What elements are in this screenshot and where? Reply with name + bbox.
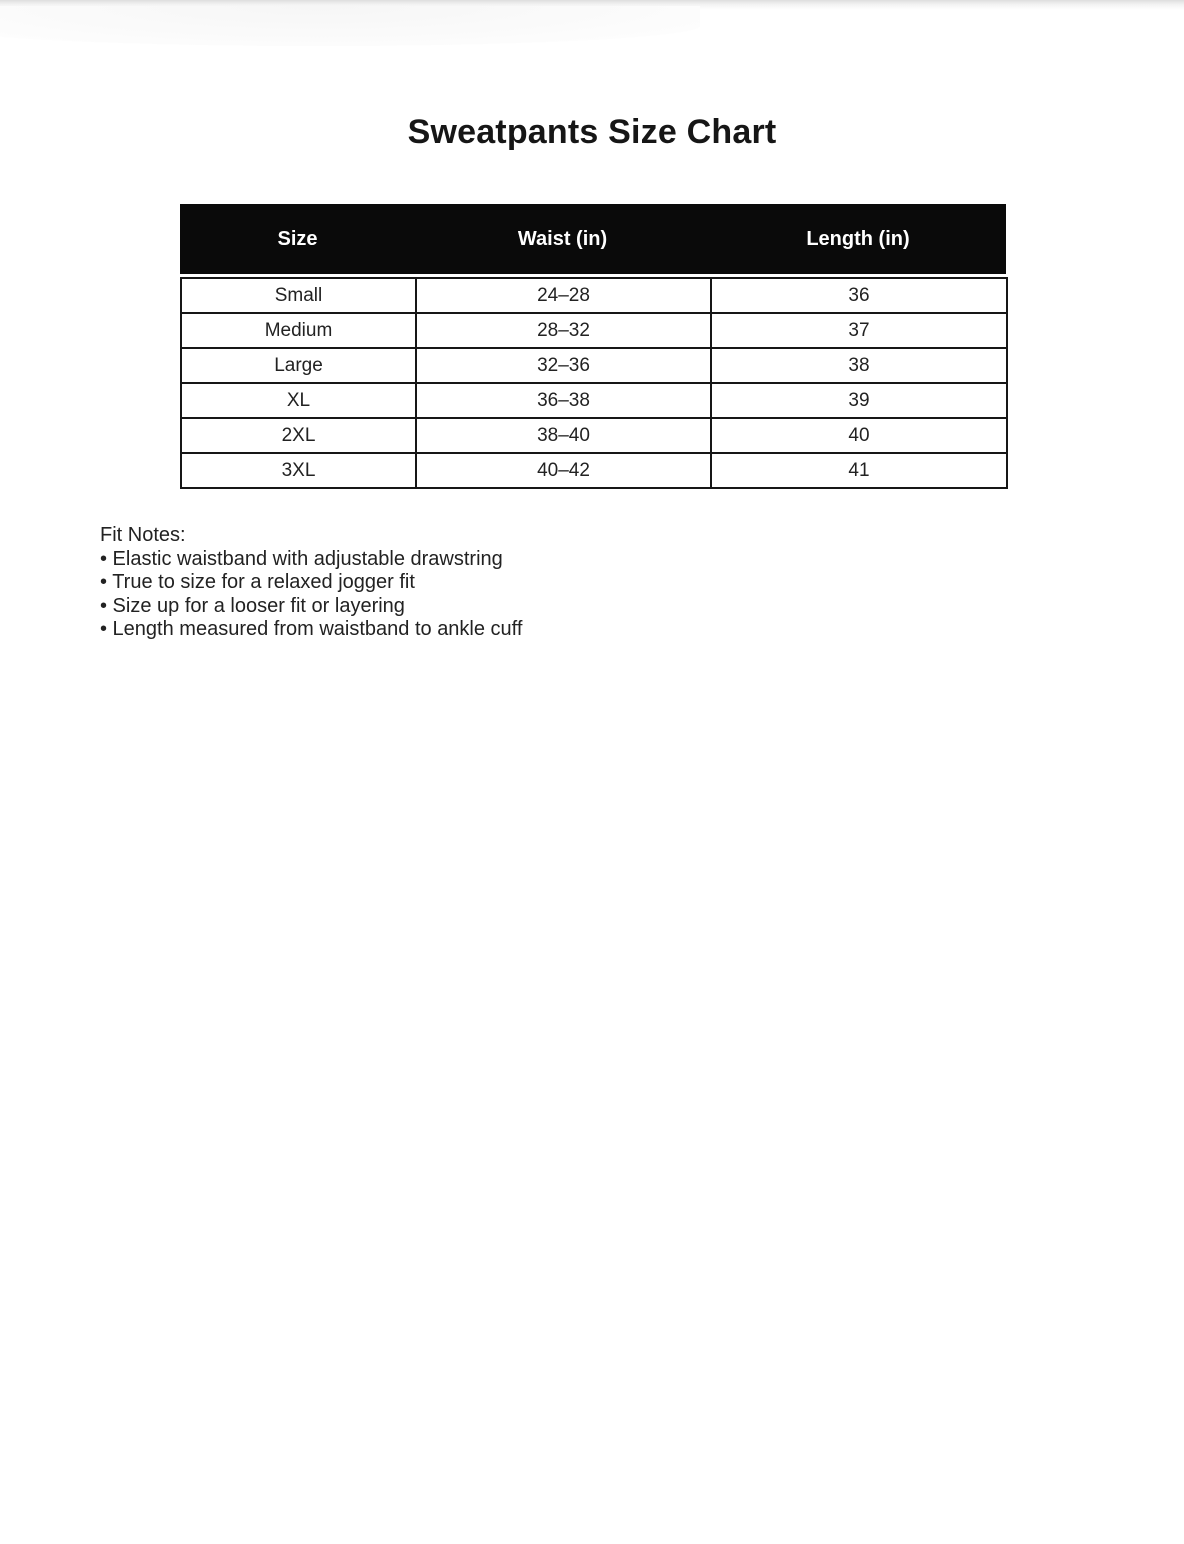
table-cell: 40 bbox=[711, 418, 1007, 453]
table-cell: 24–28 bbox=[416, 278, 711, 313]
fit-note-item: • Elastic waistband with adjustable drawstring bbox=[100, 547, 503, 570]
fit-notes bbox=[100, 524, 522, 642]
fit-note-item: • Length measured from waistband to ankle cuff bbox=[100, 618, 523, 640]
table-cell: 38–40 bbox=[416, 418, 711, 453]
table-cell: 36 bbox=[711, 278, 1007, 313]
fit-notes-list bbox=[100, 548, 522, 642]
table-row bbox=[181, 313, 1007, 348]
fit-notes-heading: Fit Notes: bbox=[100, 524, 186, 546]
table-cell: 38 bbox=[711, 348, 1007, 383]
table-cell: Medium bbox=[181, 313, 416, 348]
fit-note-item: • Size up for a looser fit or layering bbox=[100, 594, 405, 617]
table-cell: 41 bbox=[711, 453, 1007, 488]
table-cell: 36–38 bbox=[416, 383, 711, 418]
table-row bbox=[181, 383, 1007, 418]
table-cell: 39 bbox=[711, 383, 1007, 418]
table-cell: 37 bbox=[711, 313, 1007, 348]
column-header-waist: Waist (in) bbox=[517, 227, 608, 250]
column-header-length: Length (in) bbox=[806, 227, 910, 250]
table-row bbox=[181, 418, 1007, 453]
table-cell: 28–32 bbox=[416, 313, 711, 348]
table-cell: XL bbox=[181, 383, 416, 418]
size-chart-table bbox=[180, 204, 1006, 489]
table-row bbox=[181, 453, 1007, 488]
table-row bbox=[181, 348, 1007, 383]
table-cell: Large bbox=[181, 348, 416, 383]
table-cell: Small bbox=[181, 278, 416, 313]
scan-shadow-curve bbox=[0, 6, 700, 46]
fit-note-item: • True to size for a relaxed jogger fit bbox=[100, 571, 415, 593]
table-row bbox=[181, 278, 1007, 313]
size-chart-rows bbox=[181, 278, 1007, 488]
table-cell: 40–42 bbox=[416, 453, 711, 488]
page-title: Sweatpants Size Chart bbox=[407, 113, 777, 151]
column-header-size: Size bbox=[277, 227, 318, 250]
size-chart-body bbox=[180, 277, 1008, 489]
size-chart-header-row bbox=[180, 204, 1006, 274]
table-cell: 3XL bbox=[181, 453, 416, 488]
table-cell: 32–36 bbox=[416, 348, 711, 383]
table-cell: 2XL bbox=[181, 418, 416, 453]
